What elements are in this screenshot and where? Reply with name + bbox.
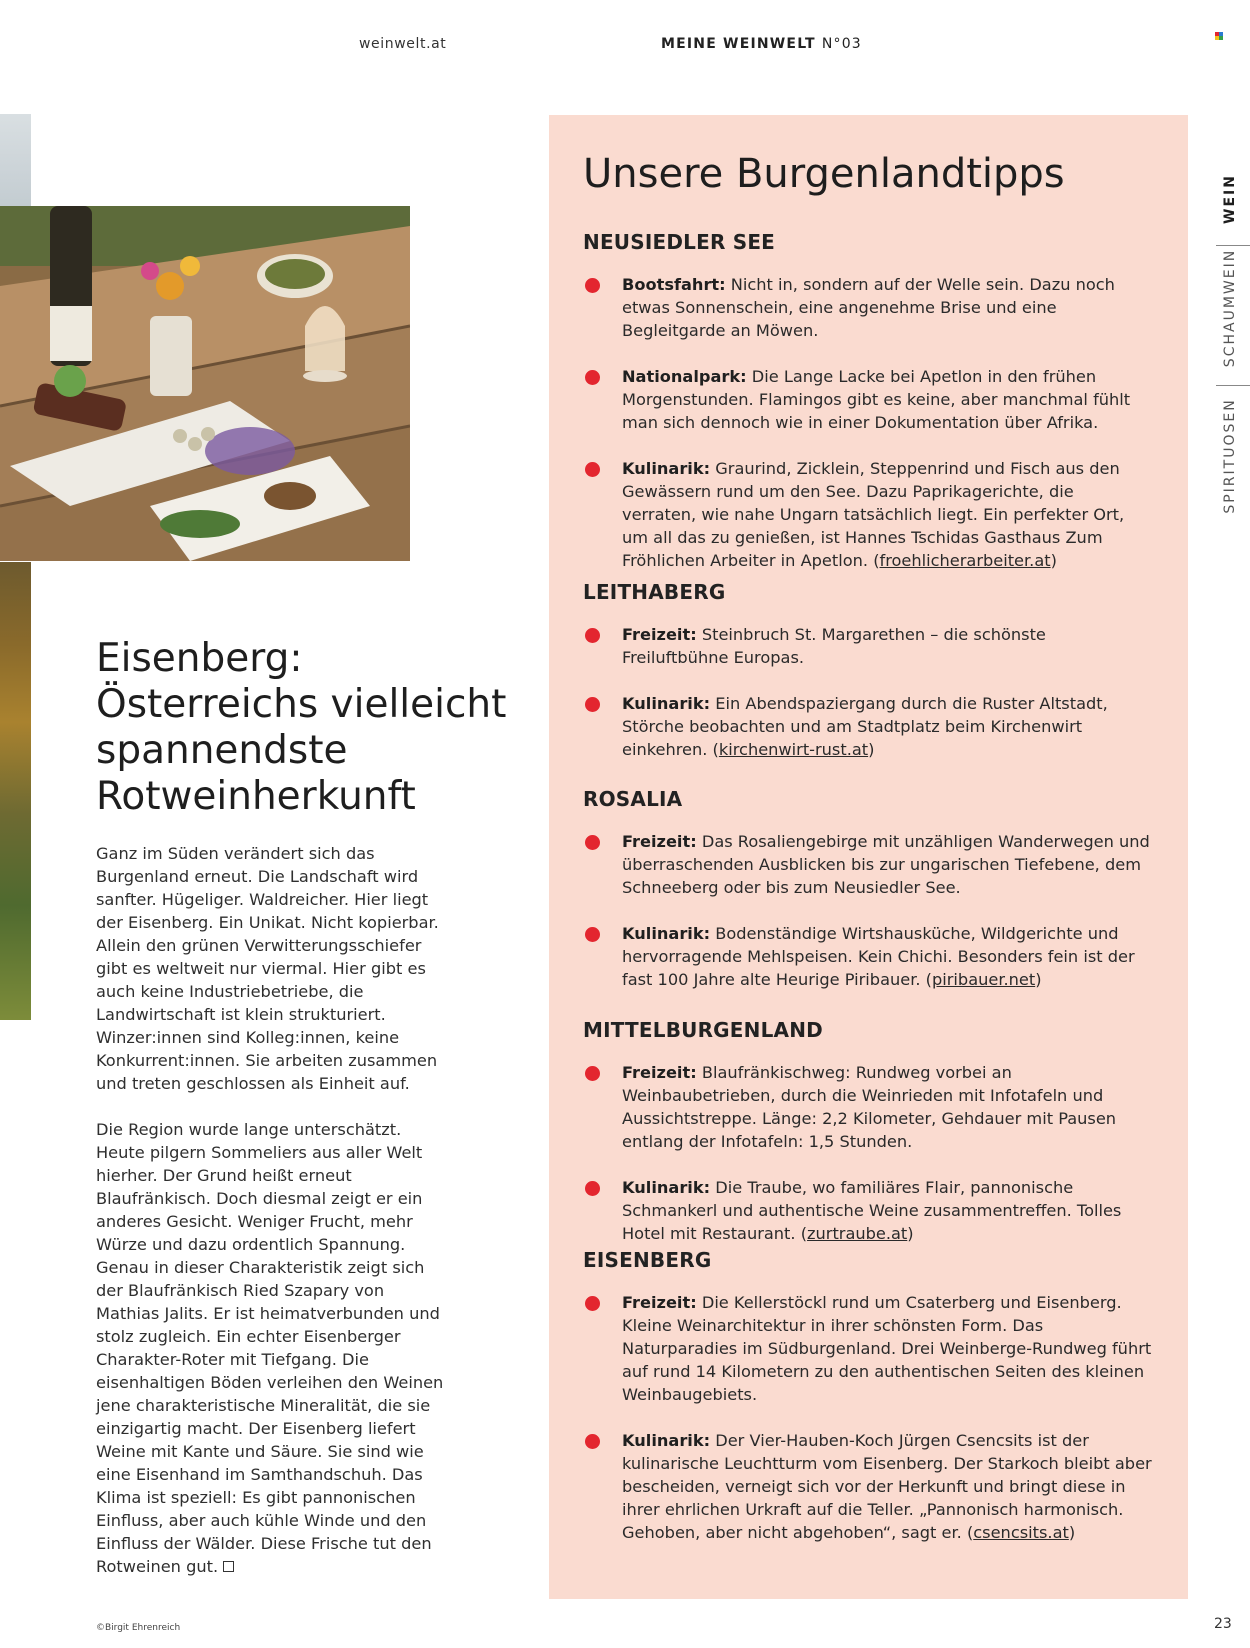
tip-label: Freizeit: [622,625,697,644]
tip-link[interactable]: kirchenwirt-rust.at [718,740,869,759]
section-eisenberg [583,1248,1153,1544]
tip-link[interactable]: piribauer.net [932,970,1036,989]
section-neusiedler-see [583,230,1153,572]
section-heading: ROSALIA [583,787,683,811]
section-mittelburgenland [583,1018,1153,1245]
page-number: 23 [1214,1616,1232,1632]
side-tabs [1210,165,1250,535]
vineyard-photo [0,562,31,1020]
end-square-icon [223,1561,234,1572]
tip-item: Kulinarik: Ein Abendspaziergang durch die Ruster Altstadt, Störche beobachten und am Stadtplatz beim Kirchenwirt einkehren. (kirchenwirt-rust.at) [583,692,1153,761]
bullet-dot-icon [585,1434,600,1449]
bullet-dot-icon [585,370,600,385]
tips-title: Unsere Burgenlandtipps [583,151,1065,197]
section-leithaberg [583,580,1153,761]
bullet-dot-icon [585,278,600,293]
tip-item [583,830,1153,899]
tip-item: Kulinarik: Graurind, Zicklein, Steppenrind und Fisch aus den Gewässern rund um den See. Dazu Paprikagerichte, die verraten, wie nahe Ungarn tatsächlich liegt. Ein perfekter Ort, um all das zu genießen, ist Hannes Tschidas Gasthaus Zum Fröhlichen Arbeiter in Apetlon. (froehlicherarbeiter.at) [583,457,1153,572]
bullet-dot-icon [585,835,600,850]
tab-schaumwein[interactable]: SCHAUMWEIN [1222,248,1238,368]
photo-strip-top [0,114,31,206]
section-heading: LEITHABERG [583,580,726,604]
bullet-dot-icon [585,462,600,477]
tip-item [583,1061,1153,1153]
bullet-dot-icon [585,927,600,942]
tip-label: Kulinarik: [622,694,711,713]
bullet-dot-icon [585,1296,600,1311]
article-body [96,842,446,1601]
tip-text: Die Lange Lacke bei Apetlon in den frühen Morgenstunden. Flamingos gibt es keine, aber manchmal fühlt man sich dennoch wie in einer Dokumentation über Afrika. [622,367,1131,432]
tips-panel [549,115,1188,1599]
title-line: Österreichs vielleicht [96,682,507,727]
tip-label: Freizeit: [622,1293,697,1312]
bullet-dot-icon [585,697,600,712]
tip-text: Die Kellerstöckl rund um Csaterberg und Eisenberg. Kleine Weinarchitektur in ihrer schönsten Form. Das Naturparadies im Südburgenland. Drei Weinberge-Rundweg führt auf rund 14 Kilometern zu den authentischen Seiten des kleinen Weinbaugebiets. [622,1293,1152,1404]
section-heading: MITTELBURGENLAND [583,1018,823,1042]
tip-text: Der Vier-Hauben-Koch Jürgen Csencsits ist der kulinarische Leuchtturm vom Eisenberg. Der Starkoch bleibt aber bescheiden, verneigt sich vor der Herkunft und bringt diese in ihrer ehrlichen Urkraft auf die Teller. „Pannonisch harmonisch. Gehoben, aber nicht abgehoben“, sagt er. [622,1431,1152,1542]
bullet-dot-icon [585,1181,600,1196]
tip-label: Freizeit: [622,1063,697,1082]
tip-label: Bootsfahrt: [622,275,726,294]
tip-text: Die Traube, wo familiäres Flair, pannonische Schmankerl und authentische Weine zusammentreffen. Tolles Hotel mit Restaurant. [622,1178,1122,1243]
title-line: Rotweinherkunft [96,774,416,819]
section-rosalia [583,787,1153,991]
tip-label: Freizeit: [622,832,697,851]
article-paragraph: Ganz im Süden verändert sich das Burgenland erneut. Die Landschaft wird sanfter. Hügeliger. Waldreicher. Hier liegt der Eisenberg. Ein Unikat. Nicht kopierbar. Allein den grünen Verwitterungsschiefer gibt es weltweit nur viermal. Hier gibt es auch keine Industriebetriebe, die Landwirtschaft ist klein strukturiert. Winzer:innen sind Kolleg:innen, keine Konkurrent:innen. Sie arbeiten zusammen und treten geschlossen als Einheit auf. [96,844,439,1093]
article-paragraph: Die Region wurde lange unterschätzt. Heute pilgern Sommeliers aus aller Welt hierher. Der Grund heißt erneut Blaufränkisch. Doch diesmal zeigt er ein anderes Gesicht. Weniger Frucht, mehr Würze und dazu ordentlich Spannung. Genau in dieser Charakteristik zeigt sich der Blaufränkisch Ried Szapary von Mathias Jalits. Er ist heimatverbunden und stolz zugleich. Ein echter Eisenberger Charakter-Roter mit Tiefgang. Die eisenhaltigen Böden verleihen den Weinen jene charakteristische Mineralität, die sie einzigartig macht. Der Eisenberg liefert Weine mit Kante und Säure. Sie sind wie eine Eisenhand im Samthandschuh. Das Klima ist speziell: Es gibt pannonischen Einfluss, aber auch kühle Winde und den Einfluss der Wälder. Diese Frische tut den Rotweinen gut. [96,1120,444,1576]
tip-label: Nationalpark: [622,367,747,386]
title-line: spannendste [96,728,348,773]
tip-text: Steinbruch St. Margarethen – die schönste Freiluftbühne Europas. [622,625,1046,667]
tip-label: Kulinarik: [622,924,711,943]
food-table-photo [0,206,410,561]
magazine-title [661,36,862,52]
tab-divider [1216,385,1250,386]
tip-text: Bodenständige Wirtshausküche, Wildgerichte und hervorragende Mehlspeisen. Kein Chichi. Besonders fein ist der fast 100 Jahre alte Heurige Piribauer. [622,924,1135,989]
tip-item: Kulinarik: Bodenständige Wirtshausküche, Wildgerichte und hervorragende Mehlspeisen. Kein Chichi. Besonders fein ist der fast 100 Jahre alte Heurige Piribauer. (piribauer.net) [583,922,1153,991]
tab-wein[interactable]: WEIN [1222,174,1238,224]
tab-spirituosen[interactable]: SPIRITUOSEN [1222,398,1238,514]
tip-text: Nicht in, sondern auf der Welle sein. Dazu noch etwas Sonnenschein, eine angenehme Brise und eine Begleitgarde an Möwen. [622,275,1115,340]
bullet-dot-icon [585,628,600,643]
tip-text: Blaufränkischweg: Rundweg vorbei an Weinbaubetrieben, durch die Weinrieden mit Infotafeln und Aussichtstreppe. Länge: 2,2 Kilometer, Gehdauer mit Pausen entlang der Infotafeln: 1,5 Stunden. [622,1063,1117,1151]
section-heading: EISENBERG [583,1248,712,1272]
tip-label: Kulinarik: [622,1178,711,1197]
issue-number: N°03 [821,36,862,52]
bullet-dot-icon [585,1066,600,1081]
tip-item: Kulinarik: Die Traube, wo familiäres Flair, pannonische Schmankerl und authentische Weine zusammentreffen. Tolles Hotel mit Restaurant. (zurtraube.at) [583,1176,1153,1245]
tip-label: Kulinarik: [622,1431,711,1450]
tip-text: Ein Abendspaziergang durch die Ruster Altstadt, Störche beobachten und am Stadtplatz beim Kirchenwirt einkehren. [622,694,1108,759]
tip-link[interactable]: zurtraube.at [807,1224,908,1243]
tip-item: Kulinarik: Der Vier-Hauben-Koch Jürgen Csencsits ist der kulinarische Leuchtturm vom Eisenberg. Der Starkoch bleibt aber bescheiden, verneigt sich vor der Herkunft und bringt diese in ihrer ehrlichen Urkraft auf die Teller. „Pannonisch harmonisch. Gehoben, aber nicht abgehoben“, sagt er. (csencsits.at) [583,1429,1153,1544]
tip-item [583,623,1153,669]
title-line: Eisenberg: [96,636,303,681]
photo-credit: ©Birgit Ehrenreich [96,1623,181,1633]
tab-divider [1216,245,1250,246]
tip-text: Graurind, Zicklein, Steppenrind und Fisch aus den Gewässern rund um den See. Dazu Paprikagerichte, die verraten, wie nahe Ungarn tatsächlich liegt. Ein perfekter Ort, um all das zu genießen, ist Hannes Tschidas Gasthaus Zum Fröhlichen Arbeiter in Apetlon. [622,459,1125,570]
magazine-name: MEINE WEINWELT [661,36,816,52]
site-url[interactable]: weinwelt.at [359,36,447,52]
tip-item [583,365,1153,434]
tip-link[interactable]: csencsits.at [973,1523,1069,1542]
tip-item [583,273,1153,342]
tip-item [583,1291,1153,1406]
section-heading: NEUSIEDLER SEE [583,230,776,254]
article-title [96,636,516,820]
article-paragraph-last [96,1118,446,1578]
tip-label: Kulinarik: [622,459,711,478]
brand-logo-icon [1215,32,1223,40]
tip-text: Das Rosaliengebirge mit unzähligen Wanderwegen und überraschenden Ausblicken bis zur ungarischen Tiefebene, dem Schneeberg oder bis zum Neusiedler See. [622,832,1150,897]
tip-link[interactable]: froehlicherarbeiter.at [879,551,1051,570]
